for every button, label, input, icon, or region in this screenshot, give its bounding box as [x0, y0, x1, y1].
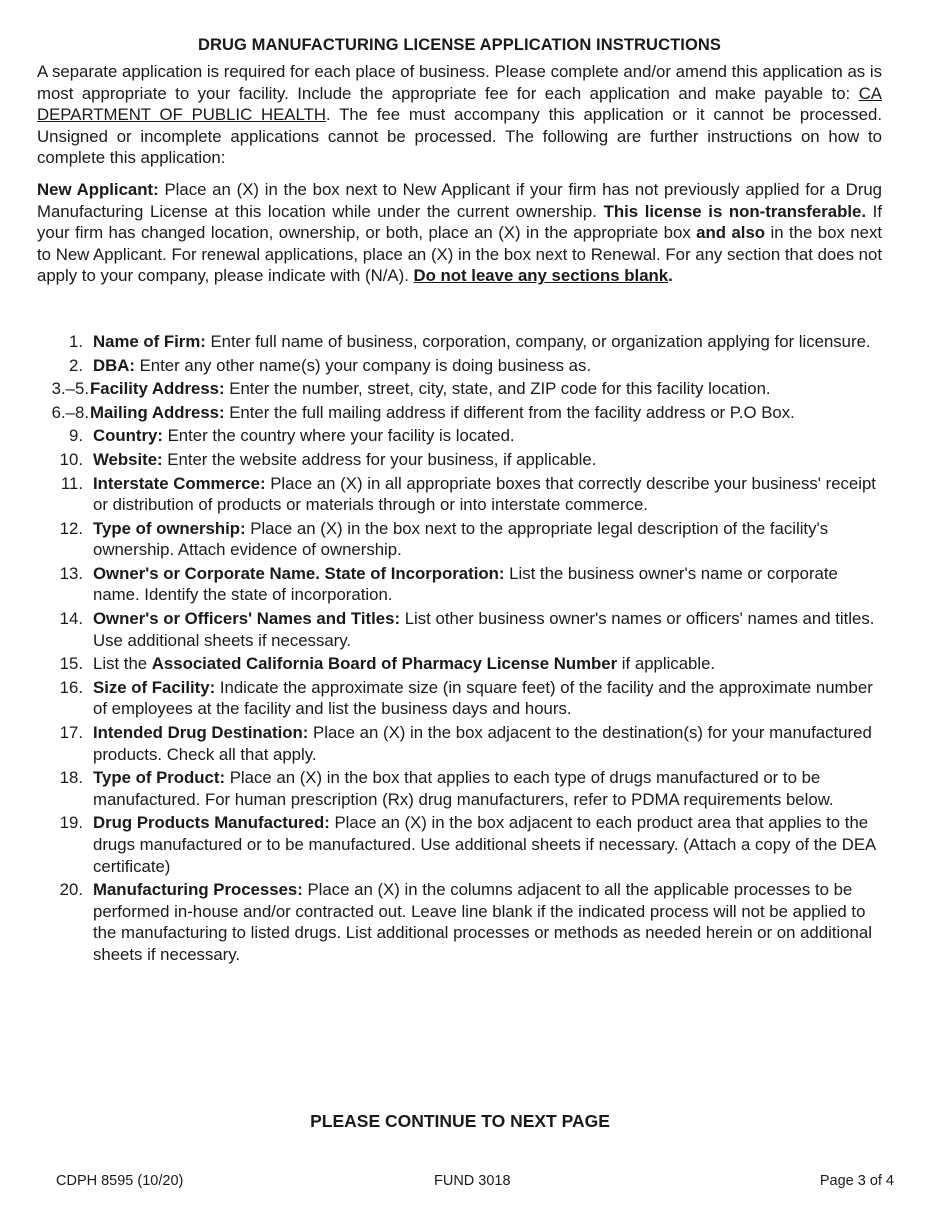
- item-label: Mailing Address:: [90, 402, 225, 422]
- item-text: Enter the full mailing address if different from the facility address or P.O Box.: [224, 402, 795, 422]
- item-label: Country:: [93, 426, 163, 446]
- list-item: [37, 767, 882, 810]
- list-item: [37, 355, 882, 377]
- item-text: Place an (X) in the box adjacent to the destination(s) for your manufactured products. Check all that apply.: [93, 723, 872, 764]
- item-text: Enter any other name(s) your company is doing business as.: [134, 355, 592, 375]
- list-item: [37, 677, 882, 720]
- item-text: Place an (X) in all appropriate boxes that correctly describe your business' receipt or distribution of products or materials through or into interstate commerce.: [93, 473, 876, 515]
- item-label: Intended Drug Destination:: [93, 723, 309, 743]
- instruction-list: [37, 331, 882, 966]
- item-label: Manufacturing Processes:: [93, 880, 303, 900]
- new-applicant-text-3: in the box next to New Applicant. For renewal applications, place an (X) in the box next to Renewal. For any section that does not apply to your company, please indicate with (N/A).: [37, 223, 883, 286]
- item-text: Place an (X) in the box next to the appropriate legal description of the facility's ownership. Attach evidence of ownership.: [93, 518, 829, 560]
- list-item: [37, 402, 882, 424]
- item-label: Size of Facility:: [93, 677, 216, 697]
- item-label: Type of Product:: [93, 768, 226, 788]
- new-applicant-text-1: Place an (X) in the box next to New Applicant if your firm has not previously applied for a Drug Manufacturing License at this location while under the current ownership.: [37, 179, 882, 221]
- and-also-emphasis: and also: [696, 223, 766, 243]
- intro-text-1: A separate application is required for each place of business. Please complete and/or amend this application as is most appropriate to your facility. Include the appropriate fee for each application and make payable to:: [37, 62, 882, 103]
- item-label: Drug Products Manufactured:: [93, 813, 330, 833]
- item-label: Facility Address:: [90, 379, 225, 399]
- list-item: [37, 425, 882, 447]
- item-number: 1.: [69, 331, 83, 351]
- list-item: [37, 722, 882, 765]
- continue-notice: PLEASE CONTINUE TO NEXT PAGE: [310, 1111, 610, 1131]
- item-text: Place an (X) in the box that applies to each type of drugs manufactured or to be manufactured. For human prescription (Rx) drug manufacturers, refer to PDMA requirements below.: [93, 768, 834, 809]
- item-label: Website:: [93, 449, 163, 469]
- item-text: Enter full name of business, corporation, company, or organization applying for licensure.: [205, 331, 871, 351]
- item-prefix: List the: [93, 654, 152, 674]
- fund-code: FUND 3018: [434, 1173, 511, 1189]
- new-applicant-label: New Applicant:: [37, 179, 159, 199]
- list-item: [37, 653, 882, 675]
- item-number: 19.: [59, 813, 83, 833]
- list-item: [37, 608, 882, 651]
- warning-period: .: [668, 266, 673, 286]
- list-item: [37, 812, 882, 877]
- list-item: [37, 563, 882, 606]
- item-text: if applicable.: [617, 654, 716, 674]
- item-text: Enter the website address for your business, if applicable.: [162, 449, 597, 469]
- list-item: [37, 473, 882, 516]
- intro-paragraph: [37, 61, 882, 169]
- payee-name: CA DEPARTMENT OF PUBLIC HEALTH: [37, 83, 882, 125]
- item-label: DBA:: [93, 355, 135, 375]
- item-text: Enter the country where your facility is located.: [162, 426, 515, 446]
- form-id: CDPH 8595 (10/20): [56, 1173, 184, 1189]
- item-label: Associated California Board of Pharmacy License Number: [151, 654, 618, 674]
- new-applicant-text-2: If your firm has changed location, ownership, or both, place an (X) in the appropriate box: [37, 201, 882, 243]
- item-text: List other business owner's names or officers' names and titles. Use additional sheets if necessary.: [93, 609, 875, 650]
- item-number: 12.: [59, 518, 83, 538]
- item-number: 11.: [60, 473, 83, 493]
- item-number: 13.: [59, 563, 83, 583]
- page-title: DRUG MANUFACTURING LICENSE APPLICATION INSTRUCTIONS: [197, 36, 721, 54]
- item-label: Type of ownership:: [93, 518, 246, 538]
- item-number: 16.: [59, 677, 83, 697]
- item-label: Owner's or Corporate Name. State of Incorporation:: [93, 563, 505, 583]
- item-label: Owner's or Officers' Names and Titles:: [93, 609, 401, 629]
- non-transferable-note: This license is non-transferable.: [603, 201, 866, 221]
- list-item: [37, 518, 882, 561]
- item-text: List the business owner's name or corporate name. Identify the state of incorporation.: [93, 563, 838, 605]
- item-number: 10.: [59, 449, 83, 469]
- list-item: [37, 449, 882, 471]
- item-number: 20.: [59, 880, 83, 900]
- item-number: 17.: [59, 723, 83, 743]
- list-item: [37, 378, 882, 400]
- item-label: Interstate Commerce:: [93, 473, 266, 493]
- instructions-page: [37, 36, 882, 968]
- page-number: Page 3 of 4: [819, 1173, 894, 1189]
- list-item: [37, 331, 882, 353]
- item-number: 3.–5.: [51, 379, 89, 399]
- item-number: 9.: [69, 426, 83, 446]
- item-number: 14.: [59, 609, 83, 629]
- item-text: Indicate the approximate size (in square feet) of the facility and the approximate number of employees at the facility and list the business days and hours.: [93, 677, 873, 719]
- item-number: 18.: [59, 768, 83, 788]
- item-text: Enter the number, street, city, state, and ZIP code for this facility location.: [224, 379, 771, 399]
- item-number: 2.: [69, 355, 83, 375]
- list-item: [37, 879, 882, 965]
- item-number: 6.–8.: [51, 402, 89, 422]
- blank-sections-warning: Do not leave any sections blank: [413, 266, 669, 286]
- item-text: Place an (X) in the box adjacent to each product area that applies to the drugs manufactured or to be manufactured. Use additional sheets if necessary. (Attach a copy of the DEA certificate): [93, 813, 876, 876]
- item-number: 15.: [59, 654, 83, 674]
- item-label: Name of Firm:: [93, 331, 206, 351]
- intro-text-2: . The fee must accompany this application or it cannot be processed. Unsigned or incomplete applications cannot be processed. The following are further instructions on how to complete this application:: [37, 105, 882, 168]
- item-text: Place an (X) in the columns adjacent to all the applicable processes to be performed in-house and/or contracted out. Leave line blank if the indicated process will not be applied to the manufacturing to listed drugs. List additional processes or methods as needed herein or on additional sheets if necessary.: [93, 880, 872, 964]
- new-applicant-paragraph: [37, 179, 882, 287]
